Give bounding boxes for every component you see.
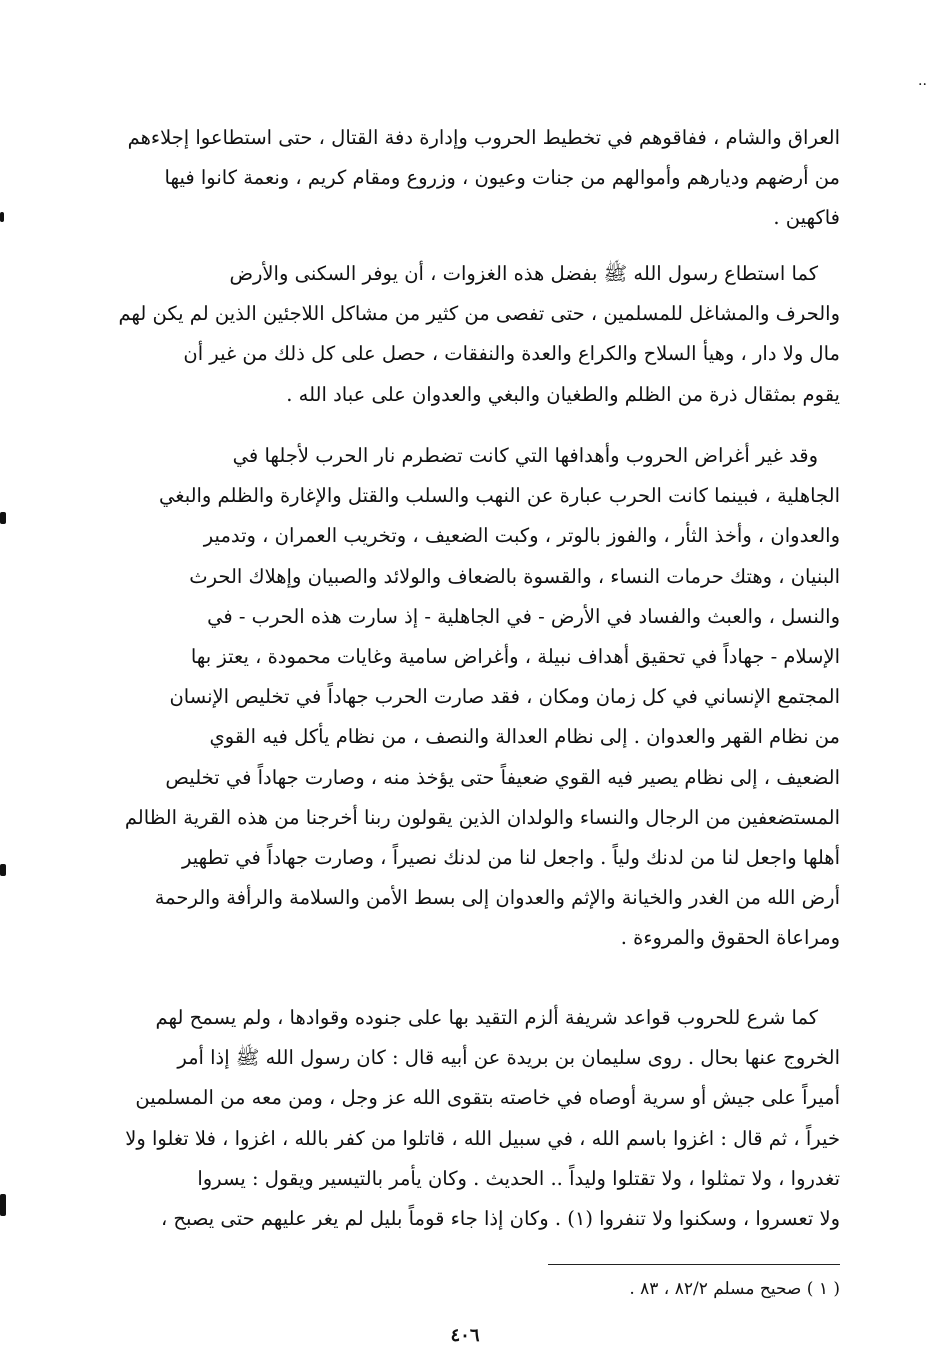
margin-mark-1 <box>0 212 4 222</box>
text-line: كما شرع للحروب قواعد شريفة ألزم التقيد بها على جنوده وقوادها ، ولم يسمح لهم <box>155 1006 818 1029</box>
text-line: كما استطاع رسول الله ﷺ بفضل هذه الغزوات ، أن يوفر السكنى والأرض <box>229 262 818 285</box>
footnote-divider <box>548 1264 840 1265</box>
text-line: والعدوان ، وأخذ الثأر ، والفوز بالوتر ، وكبت الضعيف ، وتخريب العمران ، وتدمير <box>203 524 840 548</box>
text-line: الضعيف ، إلى نظام يصير فيه القوي ضعيفاً حتى يؤخذ منه ، وصارت جهاداً في تخليص <box>165 765 840 789</box>
text-line: ومراعاة الحقوق والمروءة . <box>620 926 840 950</box>
text-line: المجتمع الإنساني في كل زمان ومكان ، فقد صارت الحرب جهاداً في تخليص الإنسان <box>169 685 840 709</box>
paragraph-4 <box>100 998 840 1239</box>
paragraph-2 <box>100 254 840 415</box>
text-line: وقد غير أغراض الحروب وأهدافها التي كانت تضطرم نار الحرب لأجلها في <box>232 444 818 467</box>
corner-speck: .. <box>918 73 927 89</box>
text-line: الخروج عنها بحال . روى سليمان بن بريدة عن أبيه قال : كان رسول الله ﷺ إذا أمر <box>177 1046 840 1070</box>
text-line: ولا تعسروا ، وسكنوا ولا تنفروا (١) . وكان إذا جاء قوماً بليل لم يغر عليهم حتى يصبح ، <box>160 1207 840 1231</box>
text-line: فاكهين . <box>773 206 840 230</box>
text-line: الإسلام - جهاداً في تحقيق أهداف نبيلة ، وأغراض سامية وغايات محمودة ، يعتز بها <box>190 645 840 669</box>
text-line: أميراً على جيش أو سرية أوصاه في خاصته بتقوى الله عز وجل ، ومن معه من المسلمين <box>135 1086 840 1110</box>
text-line: تغدروا ، ولا تمثلوا ، ولا تقتلوا وليداً .. الحديث . وكان يأمر بالتيسير ويقول : يسروا <box>197 1166 840 1190</box>
margin-mark-2 <box>0 512 6 524</box>
page-number: ٤٠٦ <box>450 1325 480 1346</box>
footnote: ( ١ ) صحيح مسلم ٨٢/٢ ، ٨٣ . <box>629 1279 840 1299</box>
text-line: العراق والشام ، ففاقوهم في تخطيط الحروب وإدارة دفة القتال ، حتى استطاعوا إجلاءهم <box>127 126 840 149</box>
text-line: البنيان ، وهتك حرمات النساء ، والقسوة بالضعاف والولائد والصبيان وإهلاك الحرث <box>189 564 840 588</box>
text-line: الجاهلية ، فبينما كانت الحرب عبارة عن النهب والسلب والقتل والإغارة والظلم والبغي <box>159 484 840 508</box>
text-line: والنسل ، والعبث والفساد في الأرض - في الجاهلية - إذ سارت هذه الحرب - في <box>207 604 840 628</box>
text-line: مال ولا دار ، وهيأ السلاح والكراع والعدة والنفقات ، حصل على كل ذلك من غير أن <box>183 342 840 366</box>
paragraph-3 <box>100 436 840 959</box>
text-line: والحرف والمشاغل للمسلمين ، حتى تفصى من كثير من مشاكل اللاجئين الذين لم يكن لهم <box>118 302 840 326</box>
text-line: من أرضهم وديارهم وأموالهم من جنات وعيون ، وزروع ومقام كريم ، ونعمة كانوا فيها <box>164 166 840 190</box>
margin-mark-4 <box>0 1194 6 1216</box>
text-line: يقوم بمثقال ذرة من الظلم والطغيان والبغي والعدوان على عباد الله . <box>286 382 840 406</box>
text-line: أهلها واجعل لنا من لدنك ولياً . واجعل لنا من لدنك نصيراً ، وصارت جهاداً في تطهير <box>181 846 840 870</box>
text-line: المستضعفين من الرجال والنساء والولدان الذين يقولون ربنا أخرجنا من هذه القرية الظالم <box>124 805 840 829</box>
text-line: من نظام القهر والعدوان . إلى نظام العدالة والنصف ، من نظام يأكل فيه القوي <box>209 725 840 749</box>
text-line: خيراً ، ثم قال : اغزوا باسم الله ، في سبيل الله ، قاتلوا من كفر بالله ، اغزوا ، فلا تغلوا ولا <box>125 1126 840 1150</box>
paragraph-1 <box>100 118 840 239</box>
margin-mark-3 <box>0 864 6 876</box>
text-line: أرض الله من الغدر والخيانة والإثم والعدوان إلى بسط الأمن والسلامة والرأفة والرحمة <box>154 886 840 910</box>
